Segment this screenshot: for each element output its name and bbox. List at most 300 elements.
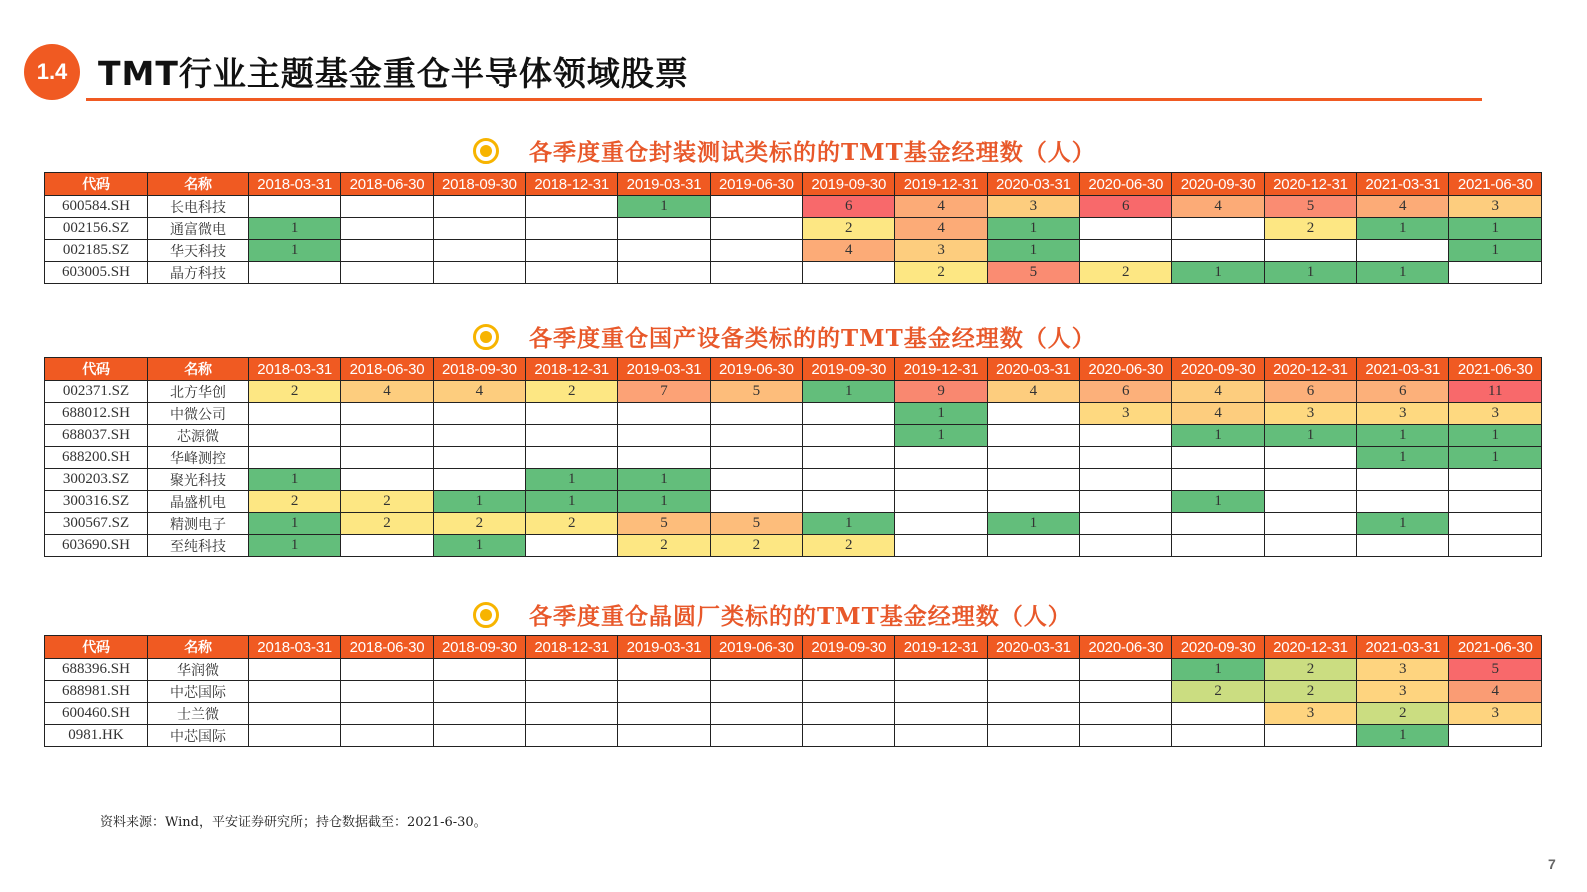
source-note: 资料来源：Wind，平安证券研究所；持仓数据截至：2021-6-30。	[100, 815, 487, 830]
manager-count-cell	[803, 425, 895, 447]
manager-count-cell: 5	[710, 513, 802, 535]
manager-count-cell: 4	[1172, 403, 1264, 425]
manager-count-cell: 1	[1172, 425, 1264, 447]
manager-count-cell	[433, 703, 525, 725]
column-header-date: 2018-03-31	[249, 173, 341, 196]
table-row	[45, 469, 1542, 491]
manager-count-cell	[710, 725, 802, 747]
manager-count-cell	[1080, 703, 1172, 725]
manager-count-cell: 1	[249, 240, 341, 262]
manager-count-cell: 1	[1357, 425, 1449, 447]
section-title-foundry	[473, 598, 1072, 631]
manager-count-cell	[1357, 240, 1449, 262]
manager-count-cell	[618, 447, 710, 469]
stock-code: 600584.SH	[45, 196, 148, 218]
manager-count-cell: 6	[1357, 381, 1449, 403]
manager-count-cell	[341, 469, 433, 491]
manager-count-cell	[1357, 491, 1449, 513]
manager-count-cell	[803, 659, 895, 681]
section-title-packaging	[473, 134, 1096, 167]
manager-count-cell	[249, 725, 341, 747]
column-header-date: 2021-06-30	[1449, 358, 1542, 381]
manager-count-cell	[341, 535, 433, 557]
manager-count-cell	[1080, 218, 1172, 240]
manager-count-cell	[618, 725, 710, 747]
manager-count-cell: 6	[1264, 381, 1356, 403]
manager-count-cell	[249, 262, 341, 284]
manager-count-cell: 1	[1449, 240, 1542, 262]
manager-count-cell	[249, 196, 341, 218]
column-header-date: 2019-06-30	[710, 358, 802, 381]
manager-count-cell	[1449, 262, 1542, 284]
column-header-date: 2018-09-30	[433, 636, 525, 659]
manager-count-cell	[803, 725, 895, 747]
table-row	[45, 491, 1542, 513]
column-header-date: 2021-06-30	[1449, 173, 1542, 196]
manager-count-cell: 3	[1264, 703, 1356, 725]
manager-count-cell	[1449, 491, 1542, 513]
manager-count-cell: 1	[1172, 262, 1264, 284]
stock-code: 002371.SZ	[45, 381, 148, 403]
target-bullet-icon	[473, 138, 499, 164]
stock-code: 688396.SH	[45, 659, 148, 681]
manager-count-cell	[433, 659, 525, 681]
stock-code: 603005.SH	[45, 262, 148, 284]
manager-count-cell: 1	[433, 535, 525, 557]
manager-count-cell: 4	[803, 240, 895, 262]
manager-count-cell	[1449, 513, 1542, 535]
manager-count-cell: 2	[249, 381, 341, 403]
column-header-date: 2018-12-31	[526, 636, 618, 659]
manager-count-cell	[803, 491, 895, 513]
manager-count-cell	[341, 403, 433, 425]
manager-count-cell	[618, 403, 710, 425]
manager-count-cell: 1	[526, 469, 618, 491]
column-header-date: 2020-03-31	[987, 636, 1079, 659]
column-header-date: 2019-06-30	[710, 636, 802, 659]
manager-count-cell	[249, 425, 341, 447]
manager-count-cell: 1	[1172, 491, 1264, 513]
manager-count-cell	[1172, 535, 1264, 557]
column-header-date: 2019-09-30	[803, 358, 895, 381]
manager-count-cell	[710, 425, 802, 447]
manager-count-cell	[895, 659, 987, 681]
manager-count-cell	[618, 425, 710, 447]
manager-count-cell	[1080, 659, 1172, 681]
column-header-date: 2019-12-31	[895, 173, 987, 196]
stock-name: 士兰微	[148, 703, 249, 725]
manager-count-cell	[433, 218, 525, 240]
manager-count-cell: 1	[433, 491, 525, 513]
manager-count-cell: 3	[1449, 403, 1542, 425]
manager-count-cell	[1080, 535, 1172, 557]
manager-count-cell	[987, 535, 1079, 557]
manager-count-cell: 3	[1357, 403, 1449, 425]
manager-count-cell	[433, 403, 525, 425]
table-row	[45, 725, 1542, 747]
manager-count-cell	[803, 262, 895, 284]
section-title-text: 各季度重仓国产设备类标的的TMT基金经理数（人）	[529, 325, 1096, 352]
manager-count-cell: 1	[1357, 218, 1449, 240]
table-header-row	[45, 173, 1542, 196]
stock-code: 300567.SZ	[45, 513, 148, 535]
column-header-date: 2020-09-30	[1172, 358, 1264, 381]
manager-count-cell: 2	[803, 218, 895, 240]
manager-count-cell	[341, 659, 433, 681]
manager-count-cell	[618, 218, 710, 240]
manager-count-cell: 1	[987, 240, 1079, 262]
stock-code: 603690.SH	[45, 535, 148, 557]
manager-count-cell	[433, 725, 525, 747]
manager-count-cell: 5	[710, 381, 802, 403]
manager-count-cell	[526, 659, 618, 681]
stock-name: 中芯国际	[148, 681, 249, 703]
manager-count-cell: 4	[1449, 681, 1542, 703]
section-title-text: 各季度重仓晶圆厂类标的的TMT基金经理数（人）	[529, 603, 1072, 630]
column-header-date: 2019-12-31	[895, 636, 987, 659]
manager-count-cell	[710, 218, 802, 240]
manager-count-cell	[987, 491, 1079, 513]
manager-count-cell	[987, 681, 1079, 703]
column-header-date: 2020-03-31	[987, 358, 1079, 381]
manager-count-cell: 2	[1264, 681, 1356, 703]
manager-count-cell	[618, 681, 710, 703]
column-header-date: 2019-06-30	[710, 173, 802, 196]
manager-count-cell: 1	[1357, 262, 1449, 284]
manager-count-cell: 3	[1264, 403, 1356, 425]
column-header-date: 2019-03-31	[618, 358, 710, 381]
manager-count-cell	[433, 240, 525, 262]
column-header-date: 2018-06-30	[341, 173, 433, 196]
manager-count-cell	[987, 469, 1079, 491]
column-header-date: 2018-03-31	[249, 636, 341, 659]
manager-count-cell	[618, 703, 710, 725]
stock-name: 聚光科技	[148, 469, 249, 491]
manager-count-cell	[249, 447, 341, 469]
manager-count-cell	[1264, 469, 1356, 491]
manager-count-cell	[895, 703, 987, 725]
manager-count-cell: 3	[987, 196, 1079, 218]
stock-code: 0981.HK	[45, 725, 148, 747]
column-header-date: 2021-03-31	[1357, 358, 1449, 381]
manager-count-cell	[1172, 447, 1264, 469]
column-header-date: 2020-12-31	[1264, 636, 1356, 659]
manager-count-cell	[341, 681, 433, 703]
manager-count-cell	[618, 262, 710, 284]
manager-count-cell	[803, 469, 895, 491]
manager-count-cell: 2	[618, 535, 710, 557]
column-header-name: 名称	[148, 173, 249, 196]
table-header-row	[45, 636, 1542, 659]
manager-count-cell: 2	[341, 513, 433, 535]
manager-count-cell	[249, 681, 341, 703]
manager-count-cell: 1	[1264, 262, 1356, 284]
manager-count-cell	[249, 703, 341, 725]
column-header-date: 2018-12-31	[526, 358, 618, 381]
manager-count-cell	[249, 659, 341, 681]
stock-name: 芯源微	[148, 425, 249, 447]
manager-count-cell	[526, 218, 618, 240]
table-row	[45, 513, 1542, 535]
column-header-code: 代码	[45, 358, 148, 381]
stock-name: 至纯科技	[148, 535, 249, 557]
manager-count-cell	[1080, 425, 1172, 447]
manager-count-cell	[341, 425, 433, 447]
manager-count-cell	[341, 447, 433, 469]
section-number-badge: 1.4	[24, 44, 80, 100]
manager-count-cell: 6	[1080, 381, 1172, 403]
column-header-date: 2020-09-30	[1172, 173, 1264, 196]
manager-count-cell	[895, 725, 987, 747]
column-header-date: 2018-06-30	[341, 636, 433, 659]
manager-count-cell	[341, 196, 433, 218]
manager-count-cell	[433, 425, 525, 447]
manager-count-cell: 1	[1449, 447, 1542, 469]
manager-count-cell	[1080, 240, 1172, 262]
manager-count-cell: 1	[618, 491, 710, 513]
manager-count-cell	[526, 703, 618, 725]
manager-count-cell: 1	[895, 425, 987, 447]
table-row	[45, 196, 1542, 218]
manager-count-cell: 1	[249, 218, 341, 240]
column-header-date: 2020-06-30	[1080, 173, 1172, 196]
manager-count-cell: 1	[526, 491, 618, 513]
column-header-date: 2018-03-31	[249, 358, 341, 381]
stock-name: 晶方科技	[148, 262, 249, 284]
manager-count-cell	[895, 447, 987, 469]
manager-count-cell	[526, 425, 618, 447]
column-header-date: 2019-09-30	[803, 636, 895, 659]
table-header-row	[45, 358, 1542, 381]
manager-count-cell	[526, 447, 618, 469]
manager-count-cell	[987, 425, 1079, 447]
manager-count-cell	[526, 535, 618, 557]
manager-count-cell: 4	[987, 381, 1079, 403]
page-title: TMT行业主题基金重仓半导体领域股票	[98, 54, 689, 93]
manager-count-cell: 1	[618, 196, 710, 218]
manager-count-cell	[341, 725, 433, 747]
manager-count-cell	[1172, 725, 1264, 747]
column-header-date: 2018-09-30	[433, 358, 525, 381]
table-row	[45, 681, 1542, 703]
manager-count-cell: 2	[895, 262, 987, 284]
manager-count-cell	[341, 240, 433, 262]
stock-code: 688037.SH	[45, 425, 148, 447]
stock-name: 华天科技	[148, 240, 249, 262]
column-header-date: 2018-09-30	[433, 173, 525, 196]
manager-count-cell	[1264, 491, 1356, 513]
manager-count-cell	[526, 240, 618, 262]
target-bullet-icon	[473, 324, 499, 350]
manager-count-cell	[341, 703, 433, 725]
manager-count-cell: 2	[1264, 659, 1356, 681]
manager-count-cell	[895, 513, 987, 535]
stock-name: 精测电子	[148, 513, 249, 535]
stock-code: 002156.SZ	[45, 218, 148, 240]
column-header-date: 2018-06-30	[341, 358, 433, 381]
manager-count-cell: 11	[1449, 381, 1542, 403]
manager-count-cell	[1080, 725, 1172, 747]
manager-count-cell	[710, 469, 802, 491]
manager-count-cell	[1449, 469, 1542, 491]
column-header-date: 2020-09-30	[1172, 636, 1264, 659]
column-header-date: 2020-06-30	[1080, 636, 1172, 659]
column-header-date: 2019-03-31	[618, 636, 710, 659]
column-header-code: 代码	[45, 173, 148, 196]
column-header-date: 2021-03-31	[1357, 636, 1449, 659]
column-header-date: 2019-12-31	[895, 358, 987, 381]
domestic-equipment-table	[44, 357, 1542, 557]
manager-count-cell	[1172, 513, 1264, 535]
manager-count-cell: 4	[1172, 381, 1264, 403]
manager-count-cell: 1	[1357, 447, 1449, 469]
manager-count-cell: 1	[1449, 218, 1542, 240]
column-header-date: 2020-12-31	[1264, 173, 1356, 196]
manager-count-cell: 3	[1080, 403, 1172, 425]
manager-count-cell	[433, 469, 525, 491]
manager-count-cell	[803, 703, 895, 725]
stock-name: 通富微电	[148, 218, 249, 240]
manager-count-cell	[249, 403, 341, 425]
stock-code: 300203.SZ	[45, 469, 148, 491]
manager-count-cell: 2	[1080, 262, 1172, 284]
stock-code: 688200.SH	[45, 447, 148, 469]
manager-count-cell	[433, 681, 525, 703]
manager-count-cell	[526, 262, 618, 284]
manager-count-cell: 5	[618, 513, 710, 535]
wafer-fab-table	[44, 635, 1542, 747]
manager-count-cell: 1	[803, 381, 895, 403]
manager-count-cell	[1172, 218, 1264, 240]
manager-count-cell	[1264, 725, 1356, 747]
manager-count-cell: 4	[341, 381, 433, 403]
column-header-date: 2021-06-30	[1449, 636, 1542, 659]
section-title-text: 各季度重仓封装测试类标的的TMT基金经理数（人）	[529, 139, 1096, 166]
table-row	[45, 240, 1542, 262]
manager-count-cell	[710, 681, 802, 703]
manager-count-cell	[895, 491, 987, 513]
manager-count-cell	[710, 659, 802, 681]
manager-count-cell	[895, 469, 987, 491]
manager-count-cell	[803, 447, 895, 469]
stock-name: 中微公司	[148, 403, 249, 425]
manager-count-cell: 9	[895, 381, 987, 403]
table-row	[45, 447, 1542, 469]
manager-count-cell	[433, 262, 525, 284]
stock-code: 688981.SH	[45, 681, 148, 703]
page-number: 7	[1548, 856, 1556, 872]
manager-count-cell: 1	[1357, 513, 1449, 535]
column-header-date: 2020-06-30	[1080, 358, 1172, 381]
manager-count-cell: 1	[249, 469, 341, 491]
stock-code: 300316.SZ	[45, 491, 148, 513]
manager-count-cell	[526, 681, 618, 703]
manager-count-cell	[803, 681, 895, 703]
table-row	[45, 218, 1542, 240]
manager-count-cell: 1	[895, 403, 987, 425]
stock-name: 长电科技	[148, 196, 249, 218]
manager-count-cell: 2	[433, 513, 525, 535]
manager-count-cell	[710, 262, 802, 284]
manager-count-cell	[987, 659, 1079, 681]
manager-count-cell: 1	[1357, 725, 1449, 747]
column-header-date: 2021-03-31	[1357, 173, 1449, 196]
packaging-test-table	[44, 172, 1542, 284]
title-divider	[86, 98, 1482, 101]
manager-count-cell	[710, 703, 802, 725]
column-header-name: 名称	[148, 358, 249, 381]
manager-count-cell	[1080, 447, 1172, 469]
column-header-date: 2019-09-30	[803, 173, 895, 196]
stock-name: 华润微	[148, 659, 249, 681]
manager-count-cell: 2	[1264, 218, 1356, 240]
manager-count-cell	[526, 403, 618, 425]
manager-count-cell: 2	[341, 491, 433, 513]
column-header-date: 2019-03-31	[618, 173, 710, 196]
manager-count-cell: 2	[1357, 703, 1449, 725]
manager-count-cell	[433, 196, 525, 218]
manager-count-cell: 3	[1357, 681, 1449, 703]
manager-count-cell: 2	[249, 491, 341, 513]
manager-count-cell	[1080, 491, 1172, 513]
manager-count-cell	[433, 447, 525, 469]
manager-count-cell: 6	[803, 196, 895, 218]
manager-count-cell	[618, 659, 710, 681]
manager-count-cell: 3	[1357, 659, 1449, 681]
manager-count-cell	[710, 447, 802, 469]
manager-count-cell: 1	[803, 513, 895, 535]
manager-count-cell	[895, 681, 987, 703]
manager-count-cell	[987, 703, 1079, 725]
section-title-equipment	[473, 320, 1096, 353]
manager-count-cell	[895, 535, 987, 557]
manager-count-cell: 2	[803, 535, 895, 557]
target-bullet-icon	[473, 602, 499, 628]
manager-count-cell	[987, 447, 1079, 469]
manager-count-cell	[1172, 703, 1264, 725]
manager-count-cell: 2	[526, 381, 618, 403]
manager-count-cell: 4	[433, 381, 525, 403]
stock-code: 002185.SZ	[45, 240, 148, 262]
manager-count-cell	[1449, 725, 1542, 747]
manager-count-cell: 1	[1264, 425, 1356, 447]
manager-count-cell: 2	[526, 513, 618, 535]
manager-count-cell	[710, 240, 802, 262]
manager-count-cell	[618, 240, 710, 262]
column-header-date: 2018-12-31	[526, 173, 618, 196]
manager-count-cell: 7	[618, 381, 710, 403]
manager-count-cell: 1	[1449, 425, 1542, 447]
column-header-code: 代码	[45, 636, 148, 659]
manager-count-cell: 4	[895, 196, 987, 218]
manager-count-cell: 2	[1172, 681, 1264, 703]
table-row	[45, 403, 1542, 425]
manager-count-cell: 1	[1172, 659, 1264, 681]
manager-count-cell	[1080, 681, 1172, 703]
column-header-date: 2020-12-31	[1264, 358, 1356, 381]
manager-count-cell	[1449, 535, 1542, 557]
manager-count-cell	[1172, 469, 1264, 491]
manager-count-cell: 3	[1449, 196, 1542, 218]
manager-count-cell	[341, 262, 433, 284]
manager-count-cell: 3	[1449, 703, 1542, 725]
stock-code: 688012.SH	[45, 403, 148, 425]
stock-name: 晶盛机电	[148, 491, 249, 513]
manager-count-cell: 4	[1357, 196, 1449, 218]
table-row	[45, 262, 1542, 284]
manager-count-cell: 6	[1080, 196, 1172, 218]
manager-count-cell: 1	[618, 469, 710, 491]
